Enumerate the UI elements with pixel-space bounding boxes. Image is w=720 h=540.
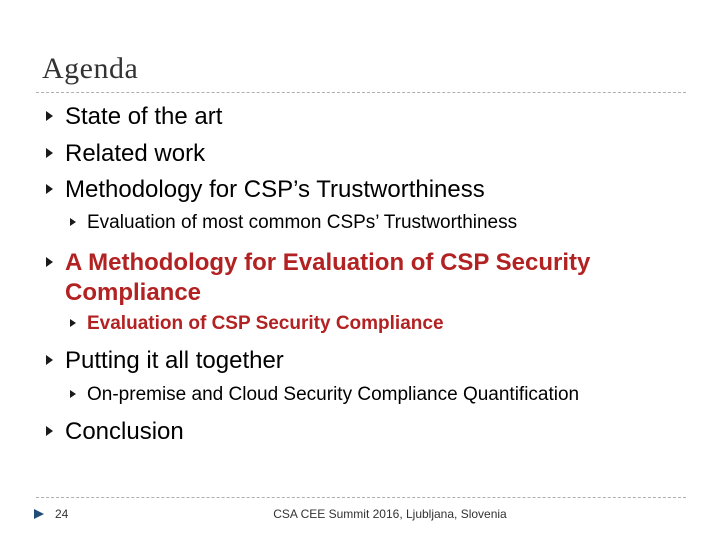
title-divider xyxy=(36,92,686,93)
agenda-item xyxy=(46,175,655,205)
agenda-item xyxy=(46,102,655,132)
footer-divider xyxy=(36,497,686,498)
agenda-subitem xyxy=(70,384,579,406)
footer-event: CSA CEE Summit 2016, Ljubljana, Slovenia xyxy=(273,507,507,521)
agenda-subitem-text: Evaluation of most common CSPs’ Trustworthiness xyxy=(87,212,518,233)
agenda-item-text: Conclusion xyxy=(65,418,184,445)
agenda-subitem-text: On-premise and Cloud Security Compliance Quantification xyxy=(87,384,580,405)
agenda-item-highlighted xyxy=(46,248,655,308)
triangle-bullet-icon xyxy=(46,257,53,267)
triangle-bullet-icon xyxy=(46,426,53,436)
triangle-bullet-icon xyxy=(70,218,76,226)
triangle-bullet-icon xyxy=(70,390,76,398)
agenda-subitem xyxy=(70,212,517,234)
agenda-item xyxy=(46,417,655,447)
agenda-item-text: Putting it all together xyxy=(65,347,284,374)
page-number: 24 xyxy=(55,507,69,521)
agenda-subitem-text: Evaluation of CSP Security Compliance xyxy=(87,313,444,334)
agenda-item-text: Related work xyxy=(65,140,206,167)
triangle-bullet-icon xyxy=(46,148,53,158)
agenda-item xyxy=(46,139,655,169)
triangle-bullet-icon xyxy=(70,319,76,327)
triangle-bullet-icon xyxy=(46,355,53,365)
footer-marker-icon xyxy=(34,509,44,519)
agenda-item-text: State of the art xyxy=(65,103,223,130)
agenda-item xyxy=(46,346,655,376)
slide-title: Agenda xyxy=(42,52,139,85)
triangle-bullet-icon xyxy=(46,184,53,194)
agenda-item-text: Methodology for CSP’s Trustworthiness xyxy=(65,176,485,203)
agenda-subitem-highlighted xyxy=(70,313,444,335)
agenda-item-text: A Methodology for Evaluation of CSP Security Compliance xyxy=(65,249,591,306)
triangle-bullet-icon xyxy=(46,111,53,121)
